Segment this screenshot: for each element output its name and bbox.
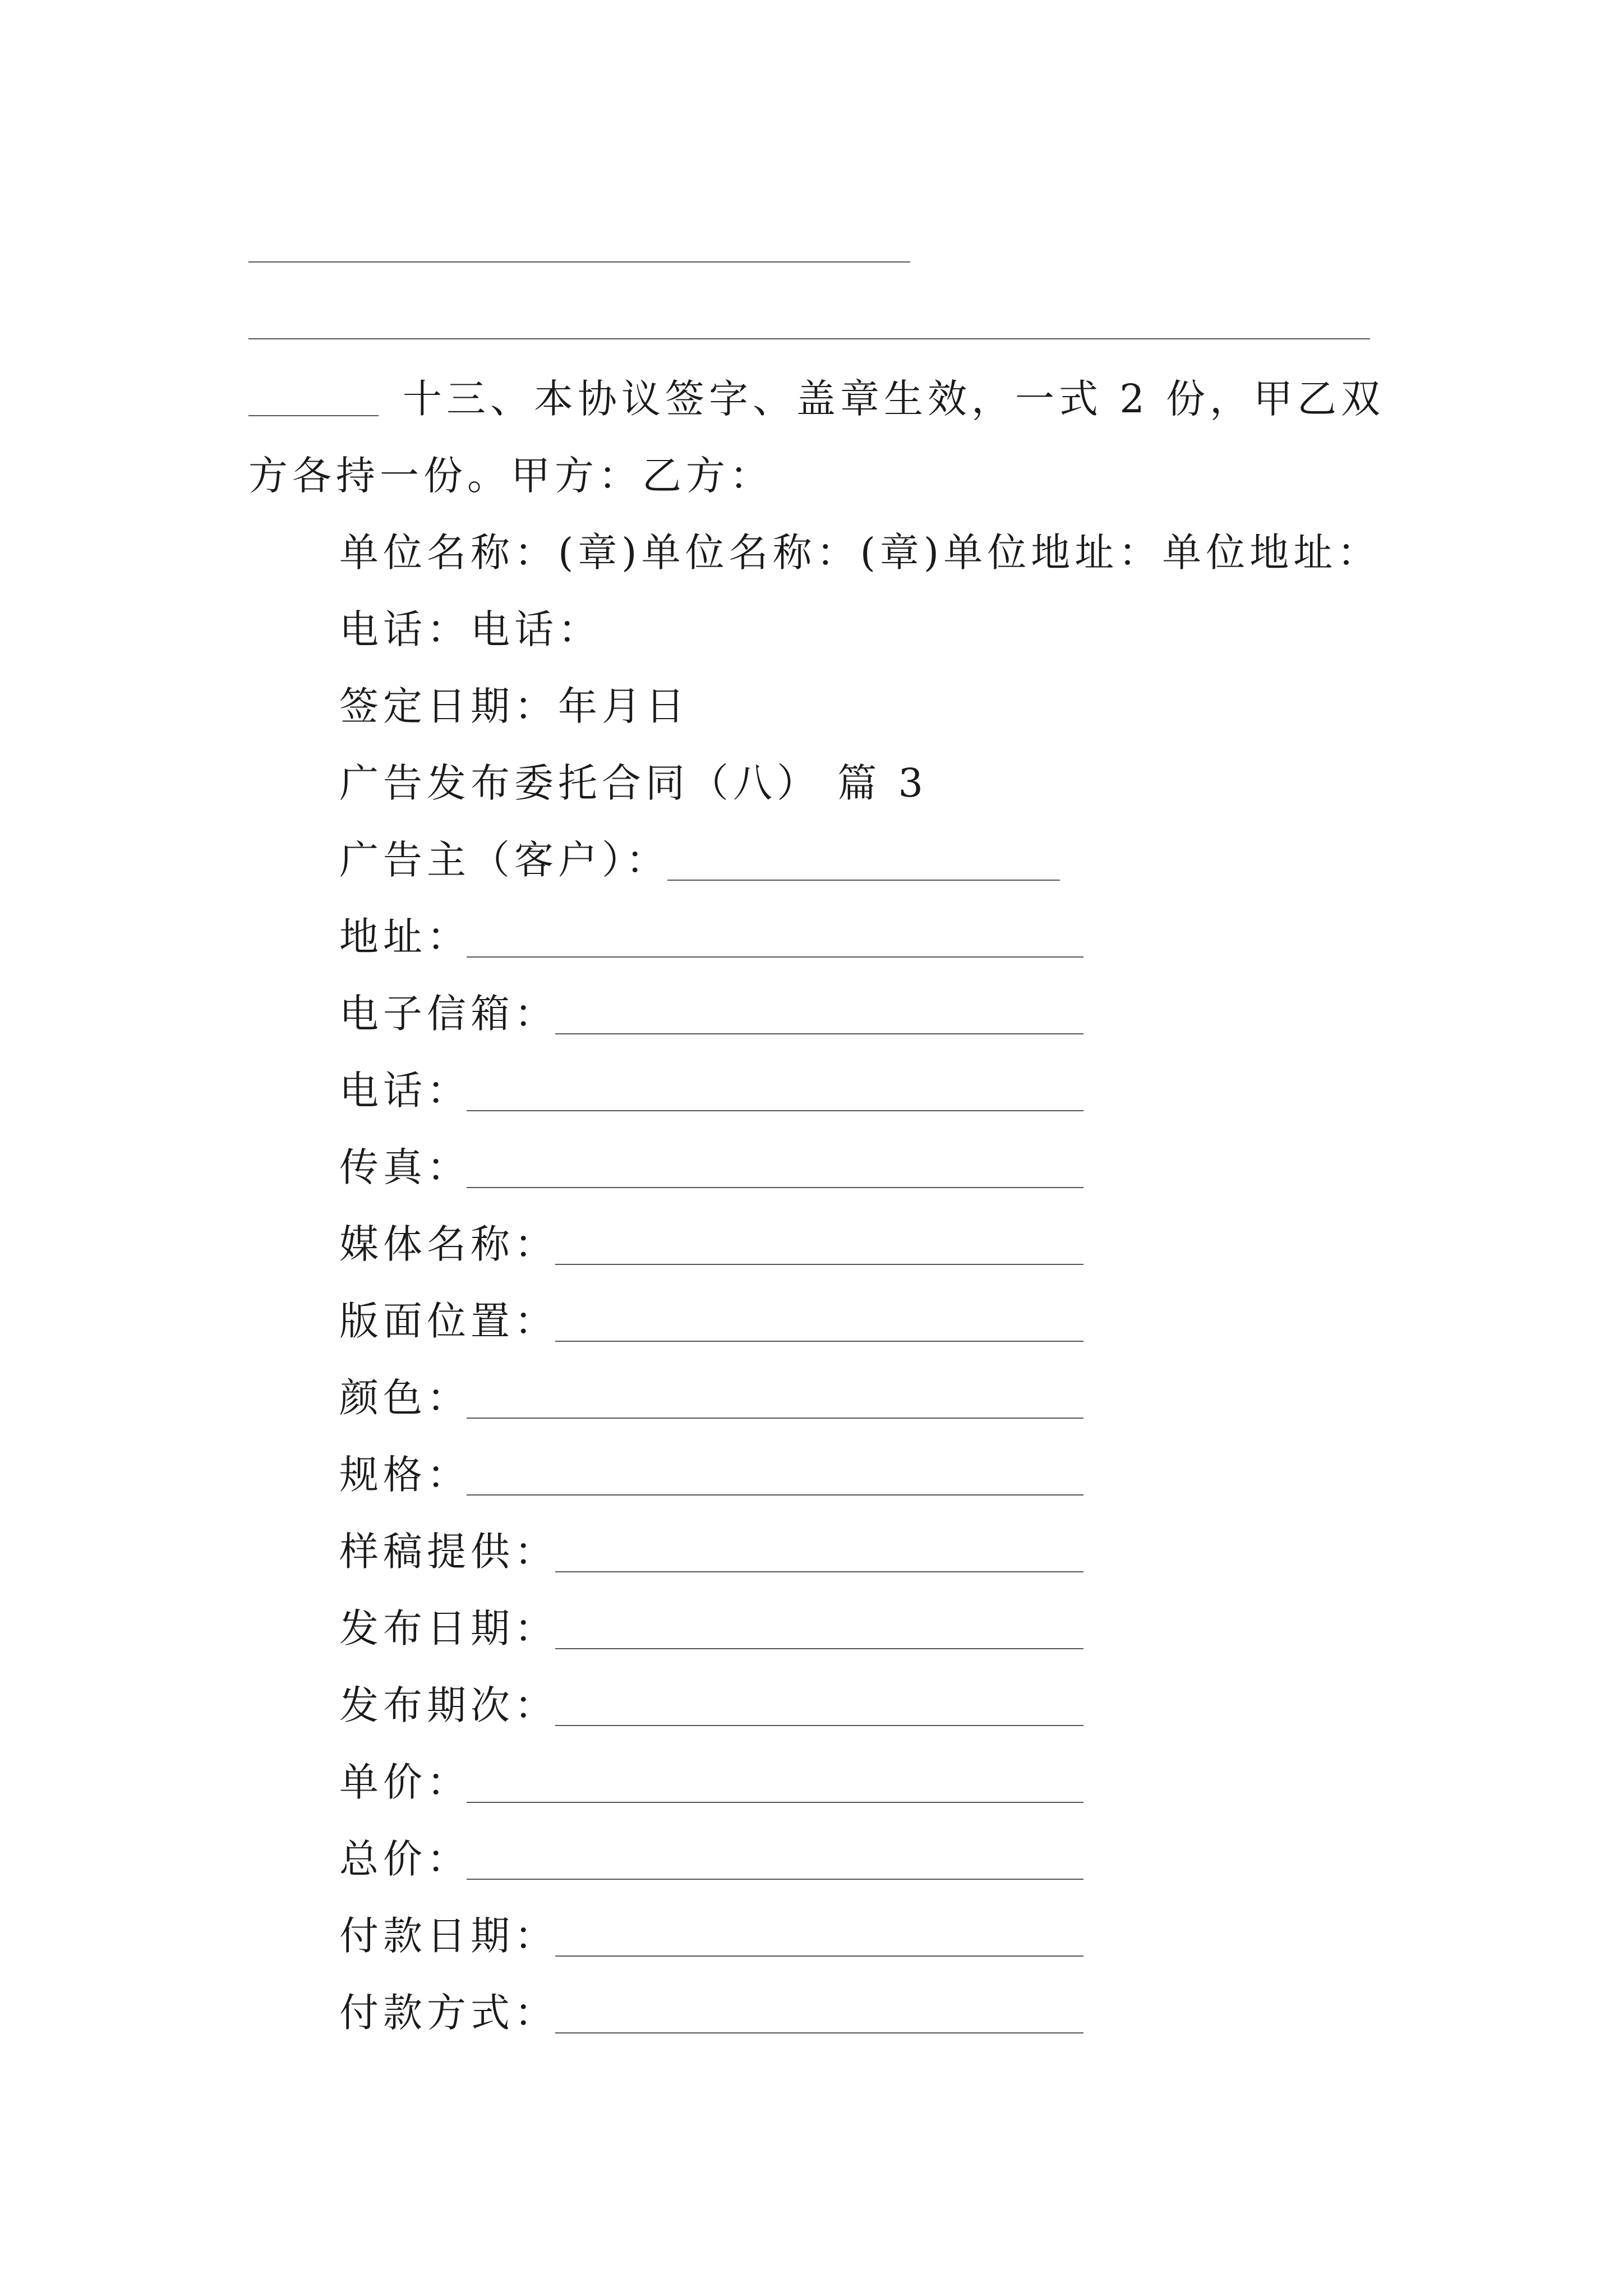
- field-label-publish-date: 发布日期：: [339, 1605, 558, 1651]
- field-label-unit-price: 单价：: [339, 1759, 471, 1805]
- blank-rule-top-long: [248, 338, 1370, 339]
- field-label-sample: 样稿提供：: [339, 1529, 558, 1575]
- field-blank-spec[interactable]: [467, 1494, 1083, 1496]
- field-label-publish-issue: 发布期次：: [339, 1682, 558, 1728]
- field-label-phone: 电话：: [339, 1068, 471, 1114]
- field-blank-layout-position[interactable]: [555, 1341, 1083, 1342]
- field-label-total-price: 总价：: [339, 1836, 471, 1882]
- field-label-address: 地址：: [339, 914, 471, 960]
- field-blank-unit-price[interactable]: [467, 1802, 1083, 1803]
- field-blank-payment-date[interactable]: [555, 1955, 1083, 1957]
- field-blank-fax[interactable]: [467, 1187, 1083, 1188]
- field-blank-sample[interactable]: [555, 1571, 1083, 1572]
- field-blank-address[interactable]: [467, 956, 1083, 958]
- field-label-advertiser: 广告主（客户）：: [339, 837, 670, 883]
- field-blank-total-price[interactable]: [467, 1879, 1083, 1880]
- field-label-color: 颜色：: [339, 1375, 471, 1421]
- field-blank-publish-issue[interactable]: [555, 1725, 1083, 1726]
- signature-phone-line: 电话：电话：: [339, 606, 602, 652]
- field-blank-phone[interactable]: [467, 1110, 1083, 1111]
- field-blank-payment-method[interactable]: [555, 2032, 1083, 2033]
- clause-blank-rule: [248, 415, 379, 416]
- clause-13-text: 十三、本协议签字、盖章生效，一式 2 份，甲乙双: [403, 376, 1385, 422]
- field-label-payment-method: 付款方式：: [339, 1990, 558, 2036]
- field-blank-email[interactable]: [555, 1033, 1083, 1034]
- field-label-email: 电子信箱：: [339, 991, 558, 1037]
- field-label-fax: 传真：: [339, 1144, 471, 1190]
- field-label-media-name: 媒体名称：: [339, 1221, 558, 1267]
- field-label-payment-date: 付款日期：: [339, 1913, 558, 1959]
- blank-rule-top-short: [248, 261, 910, 263]
- clause-13-continuation: 方各持一份。甲方：乙方：: [248, 453, 773, 499]
- field-blank-publish-date[interactable]: [555, 1648, 1083, 1649]
- field-label-layout-position: 版面位置：: [339, 1298, 558, 1344]
- signature-unit-line: 单位名称：(章)单位名称：(章)单位地址：单位地址：: [339, 530, 1381, 576]
- section-title: 广告发布委托合同（八） 篇 3: [339, 760, 928, 806]
- field-blank-color[interactable]: [467, 1418, 1083, 1419]
- field-label-spec: 规格：: [339, 1452, 471, 1498]
- signing-date: 签定日期：年月日: [339, 683, 689, 729]
- field-blank-advertiser[interactable]: [667, 880, 1060, 881]
- field-blank-media-name[interactable]: [555, 1264, 1083, 1265]
